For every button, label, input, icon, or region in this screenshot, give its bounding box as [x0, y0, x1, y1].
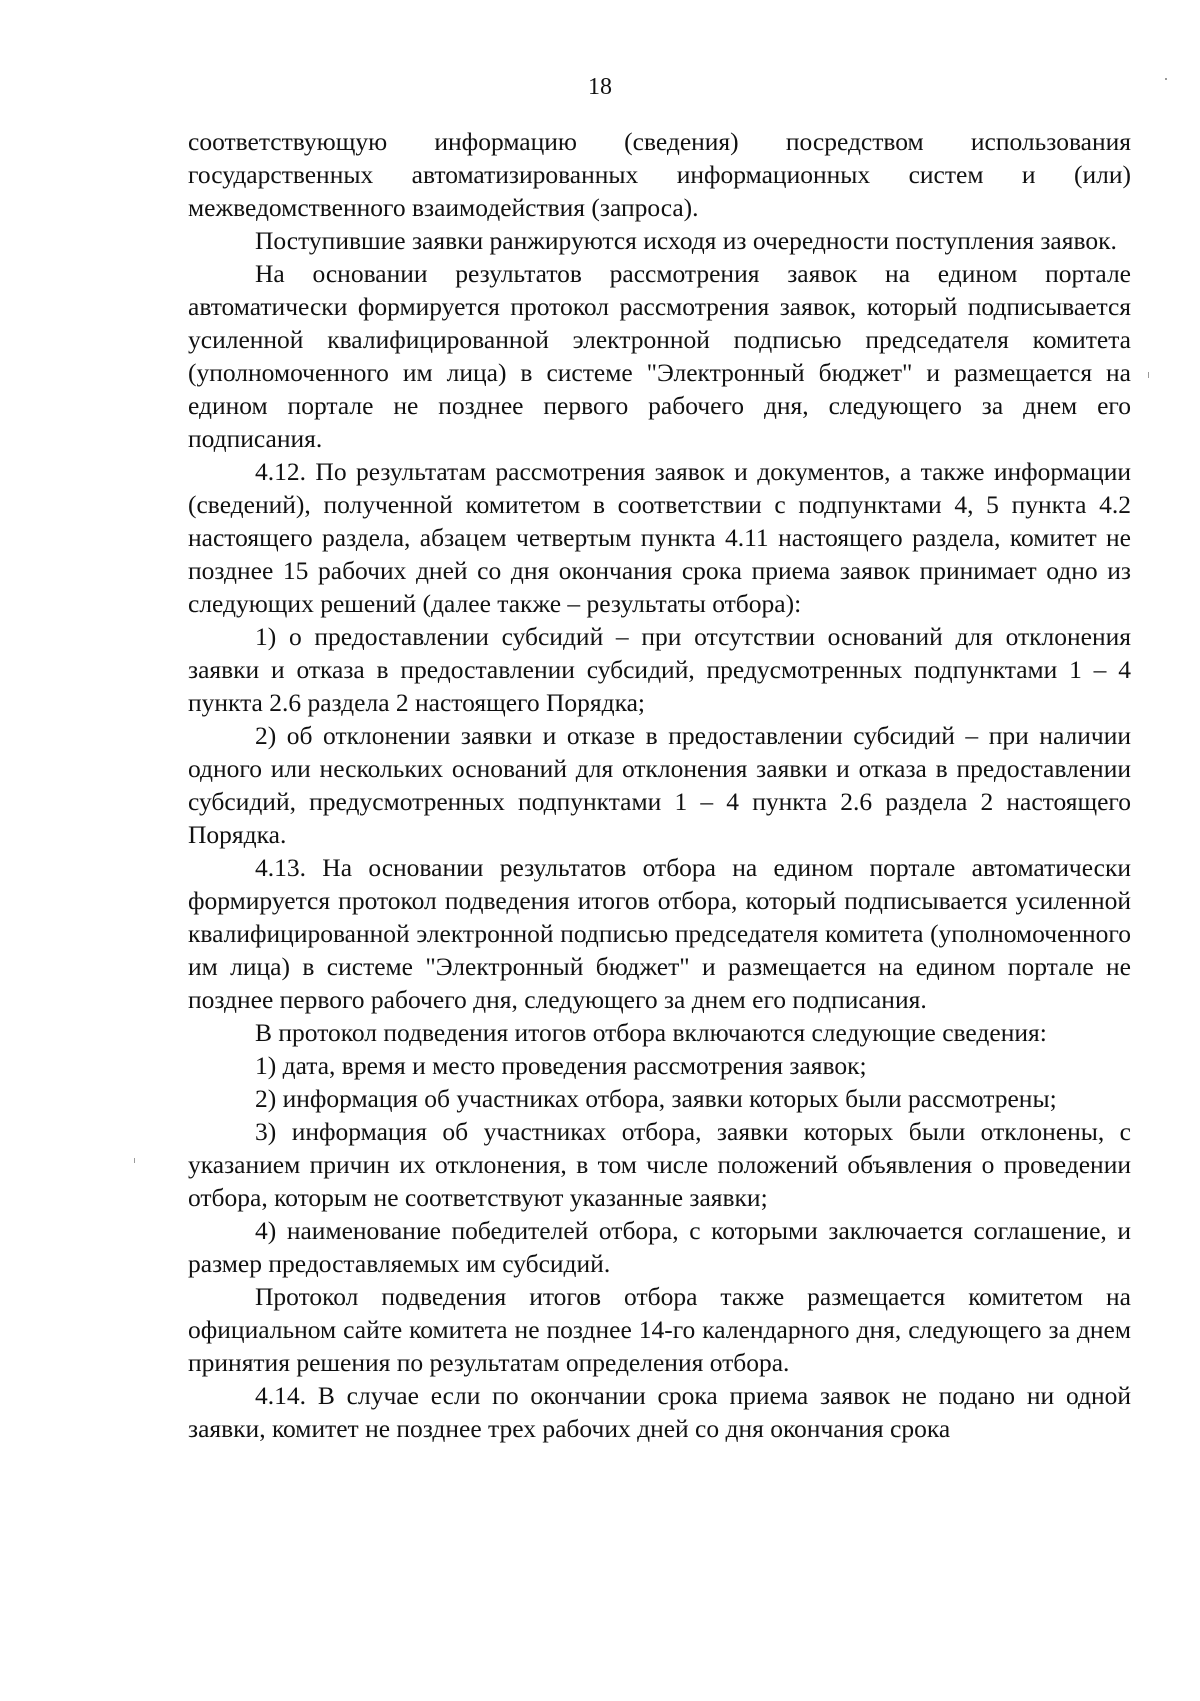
clause-4-12: 4.12. По результатам рассмотрения заявок и документов, а также информации (сведений), полученной комитетом в соответствии с подпунктами 4, 5 пункта 4.2 настоящего раздела, абзацем четвертым пункта 4.11 настоящего раздела, комитет не позднее 15 рабочих дней со дня окончания срока приема заявок принимает одно из следующих решений (далее также – результаты отбора): [188, 457, 1131, 618]
clause-4-14: 4.14. В случае если по окончании срока приема заявок не подано ни одной заявки, комитет не позднее трех рабочих дней со дня окончания срока [188, 1381, 1131, 1443]
protocol-item-2: 2) информация об участниках отбора, заявки которых были рассмотрены; [255, 1084, 1057, 1113]
clause-4-12-item-2: 2) об отклонении заявки и отказе в предоставлении субсидий – при наличии одного или нескольких оснований для отклонения заявки и отказа в предоставлении субсидий, предусмотренных подпунктами 1 – 4 пункта 2.6 раздела 2 настоящего Порядка. [188, 721, 1131, 849]
protocol-item-3: 3) информация об участниках отбора, заявки которых были отклонены, с указанием причин их отклонения, в том числе положений объявления о проведении отбора, которым не соответствуют указанные заявки; [188, 1117, 1131, 1212]
clause-4-13: 4.13. На основании результатов отбора на едином портале автоматически формируется протокол подведения итогов отбора, который подписывается усиленной квалифицированной электронной подписью председателя комитета (уполномоченного им лица) в системе "Электронный бюджет" и размещается на едином портале не позднее первого рабочего дня, следующего за днем его подписания. [188, 853, 1131, 1014]
paragraph-review-protocol: На основании результатов рассмотрения заявок на едином портале автоматически формируется протокол рассмотрения заявок, который подписывается усиленной квалифицированной электронной подписью председателя комитета (уполномоченного им лица) в системе "Электронный бюджет" и размещается на едином портале не позднее первого рабочего дня, следующего за днем его подписания. [188, 259, 1131, 453]
scan-speck [1148, 372, 1149, 378]
scan-speck [134, 1158, 135, 1163]
paragraph-protocol-publication: Протокол подведения итогов отбора также размещается комитетом на официальном сайте комитета не позднее 14-го календарного дня, следующего за днем принятия решения по результатам определения отбора. [188, 1282, 1131, 1377]
paragraph-protocol-contents: В протокол подведения итогов отбора включаются следующие сведения: [255, 1018, 1047, 1047]
paragraph-continuation: соответствующую информацию (сведения) посредством использования государственных автоматизированных информационных систем и (или) межведомственного взаимодействия (запроса). [188, 127, 1131, 222]
scan-speck [1165, 78, 1167, 80]
clause-4-12-item-1: 1) о предоставлении субсидий – при отсутствии оснований для отклонения заявки и отказа в предоставлении субсидий, предусмотренных подпунктами 1 – 4 пункта 2.6 раздела 2 настоящего Порядка; [188, 622, 1131, 717]
protocol-item-4: 4) наименование победителей отбора, с которыми заключается соглашение, и размер предоставляемых им субсидий. [188, 1216, 1131, 1278]
paragraph-applications-ranking: Поступившие заявки ранжируются исходя из очередности поступления заявок. [255, 226, 1117, 255]
protocol-item-1: 1) дата, время и место проведения рассмотрения заявок; [255, 1051, 867, 1080]
page-number: 18 [588, 74, 612, 100]
document-body [188, 125, 1131, 1445]
